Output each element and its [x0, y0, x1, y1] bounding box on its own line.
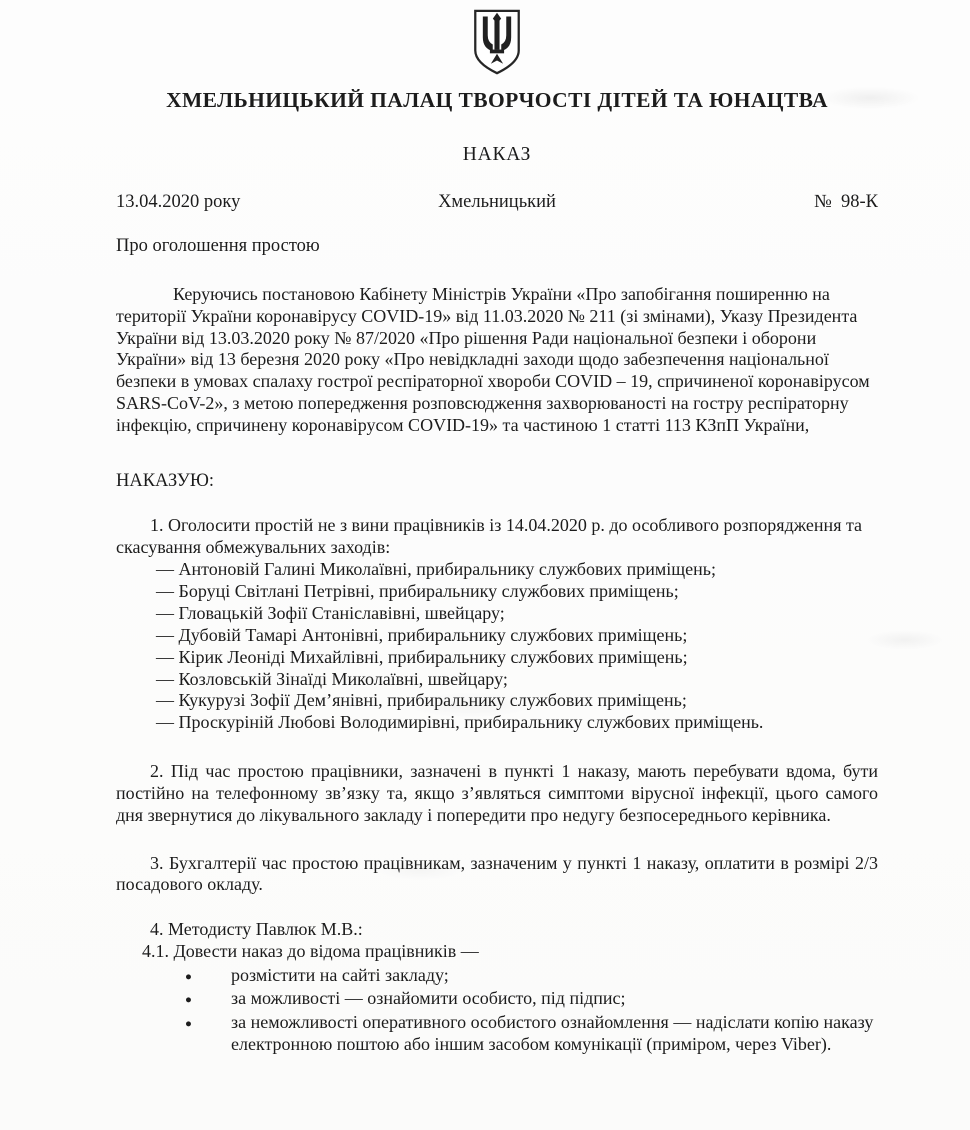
employees-list	[116, 559, 878, 734]
employee-item: — Антоновій Галині Миколаївні, прибиральнику службових приміщень;	[156, 558, 716, 579]
ukraine-coat-of-arms	[471, 8, 523, 81]
trident-icon	[471, 8, 523, 76]
order-subject: Про оголошення простою	[116, 236, 320, 256]
employee-item: — Кірик Леоніді Михайлівні, прибиральнику службових приміщень;	[156, 646, 688, 667]
item-4-paragraph: 4. Методисту Павлюк М.В.:	[150, 919, 363, 940]
order-number: № 98-К	[814, 192, 878, 212]
employee-item: — Дубовій Тамарі Антонівні, прибиральнику службових приміщень;	[156, 624, 688, 645]
organization-title: ХМЕЛЬНИЦЬКИЙ ПАЛАЦ ТВОРЧОСТІ ДІТЕЙ ТА ЮНАЦТВА	[166, 88, 828, 112]
bullet-item: ● за неможливості оперативного особистого ознайомлення — надіслати копію наказу електронною поштою або іншим засобом комунікації (приміром, через Viber).	[231, 1012, 878, 1056]
employee-item: — Козловській Зінаїді Миколаївні, швейцару;	[156, 668, 508, 689]
employee-item: — Проскуріній Любові Володимирівні, прибиральнику службових приміщень.	[156, 712, 764, 733]
preamble-paragraph: Керуючись постановою Кабінету Міністрів України «Про запобігання поширенню на території України коронавірусу COVID-19» від 11.03.2020 № 211 (зі змінами), Указу Президента України від 13.03.2020 року № 87/2020 «Про рішення Ради національної безпеки і оборони України» від 13 березня 2020 року «Про невідкладні заходи щодо забезпечення національної безпеки в умовах спалаху гострої респіраторної хвороби COVID – 19, спричиненої коронавірусом SARS-CoV-2», з метою попередження розповсюдження захворюваності на гостру респіраторну інфекцію, спричинену коронавірусом COVID-19» та частиною 1 статті 113 КЗпП України,	[116, 284, 870, 435]
item-4-bullet-list	[116, 965, 878, 1056]
item-3-paragraph: 3. Бухгалтерії час простою працівникам, зазначеним у пункті 1 наказу, оплатити в розмірі 2/3 посадового окладу.	[116, 852, 878, 895]
bullet-item: ● за можливості — ознайомити особисто, під підпис;	[231, 988, 878, 1010]
order-meta-row	[116, 192, 878, 213]
employee-item: — Боруці Світлані Петрівні, прибиральнику службових приміщень;	[156, 580, 679, 601]
item-4-1-paragraph: 4.1. Довести наказ до відома працівників —	[142, 941, 479, 961]
order-date: 13.04.2020 року	[116, 192, 241, 212]
doc-type-title: НАКАЗ	[462, 144, 532, 165]
order-city: Хмельницький	[438, 192, 556, 212]
bullet-item: ● розмістити на сайті закладу;	[231, 965, 878, 987]
item-2-paragraph: 2. Під час простою працівники, зазначені в пункті 1 наказу, мають перебувати вдома, бути постійно на телефонному зв’язку та, якщо з’являться симптоми вірусної інфекції, цього самого дня звернутися до лікувального закладу і попередити про недугу безпосереднього керівника.	[116, 761, 878, 825]
order-word: НАКАЗУЮ:	[116, 470, 215, 491]
employee-item: — Гловацькій Зофії Станіславівні, швейцару;	[156, 602, 505, 623]
employee-item: — Кукурузі Зофії Дем’янівні, прибиральнику службових приміщень;	[156, 690, 687, 711]
item-1-paragraph: 1. Оголосити простій не з вини працівників із 14.04.2020 р. до особливого розпорядження та скасування обмежувальних заходів:	[116, 515, 863, 558]
